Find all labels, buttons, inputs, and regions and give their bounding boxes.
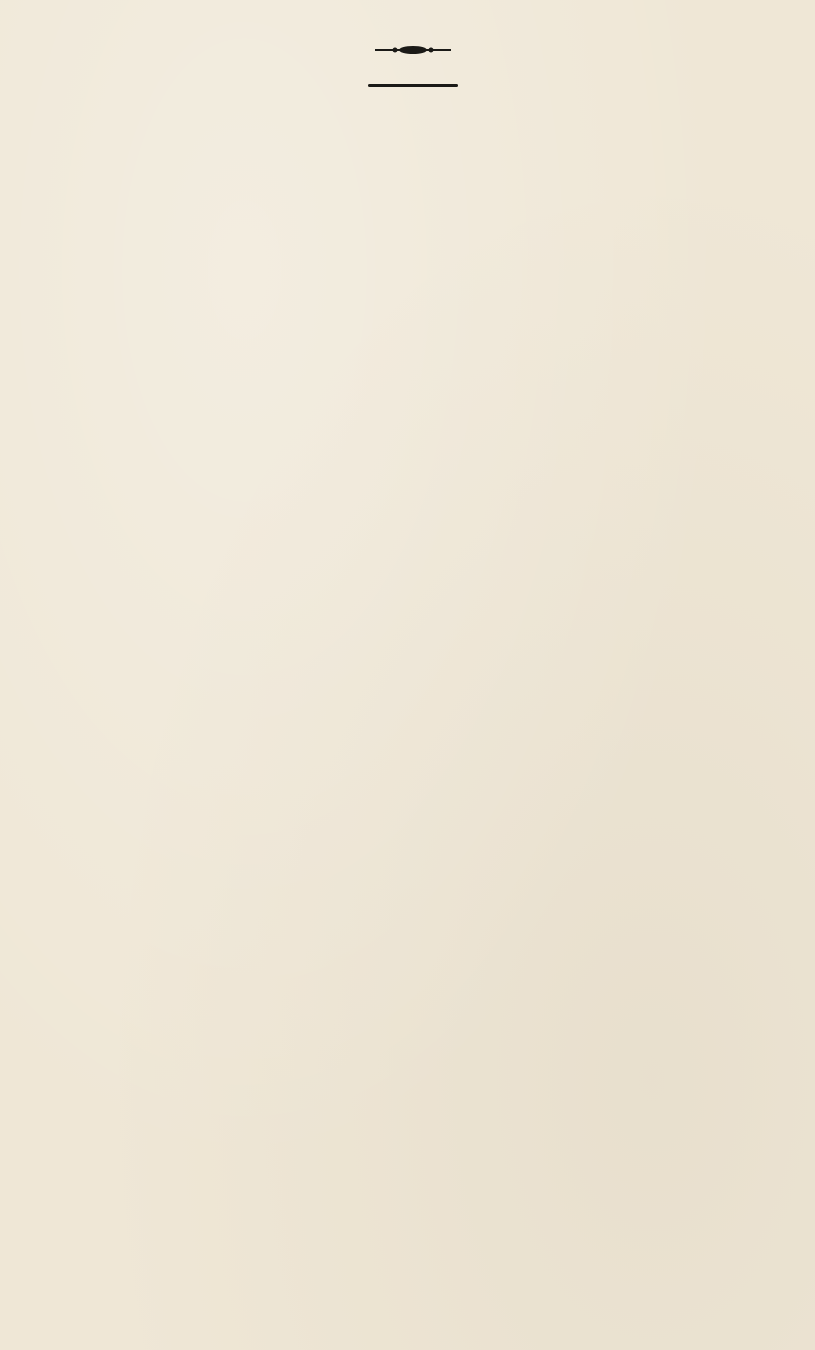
rule-line xyxy=(368,84,458,87)
ornament-icon xyxy=(373,44,453,56)
ornament-divider xyxy=(66,44,759,56)
section-rule xyxy=(66,84,759,87)
